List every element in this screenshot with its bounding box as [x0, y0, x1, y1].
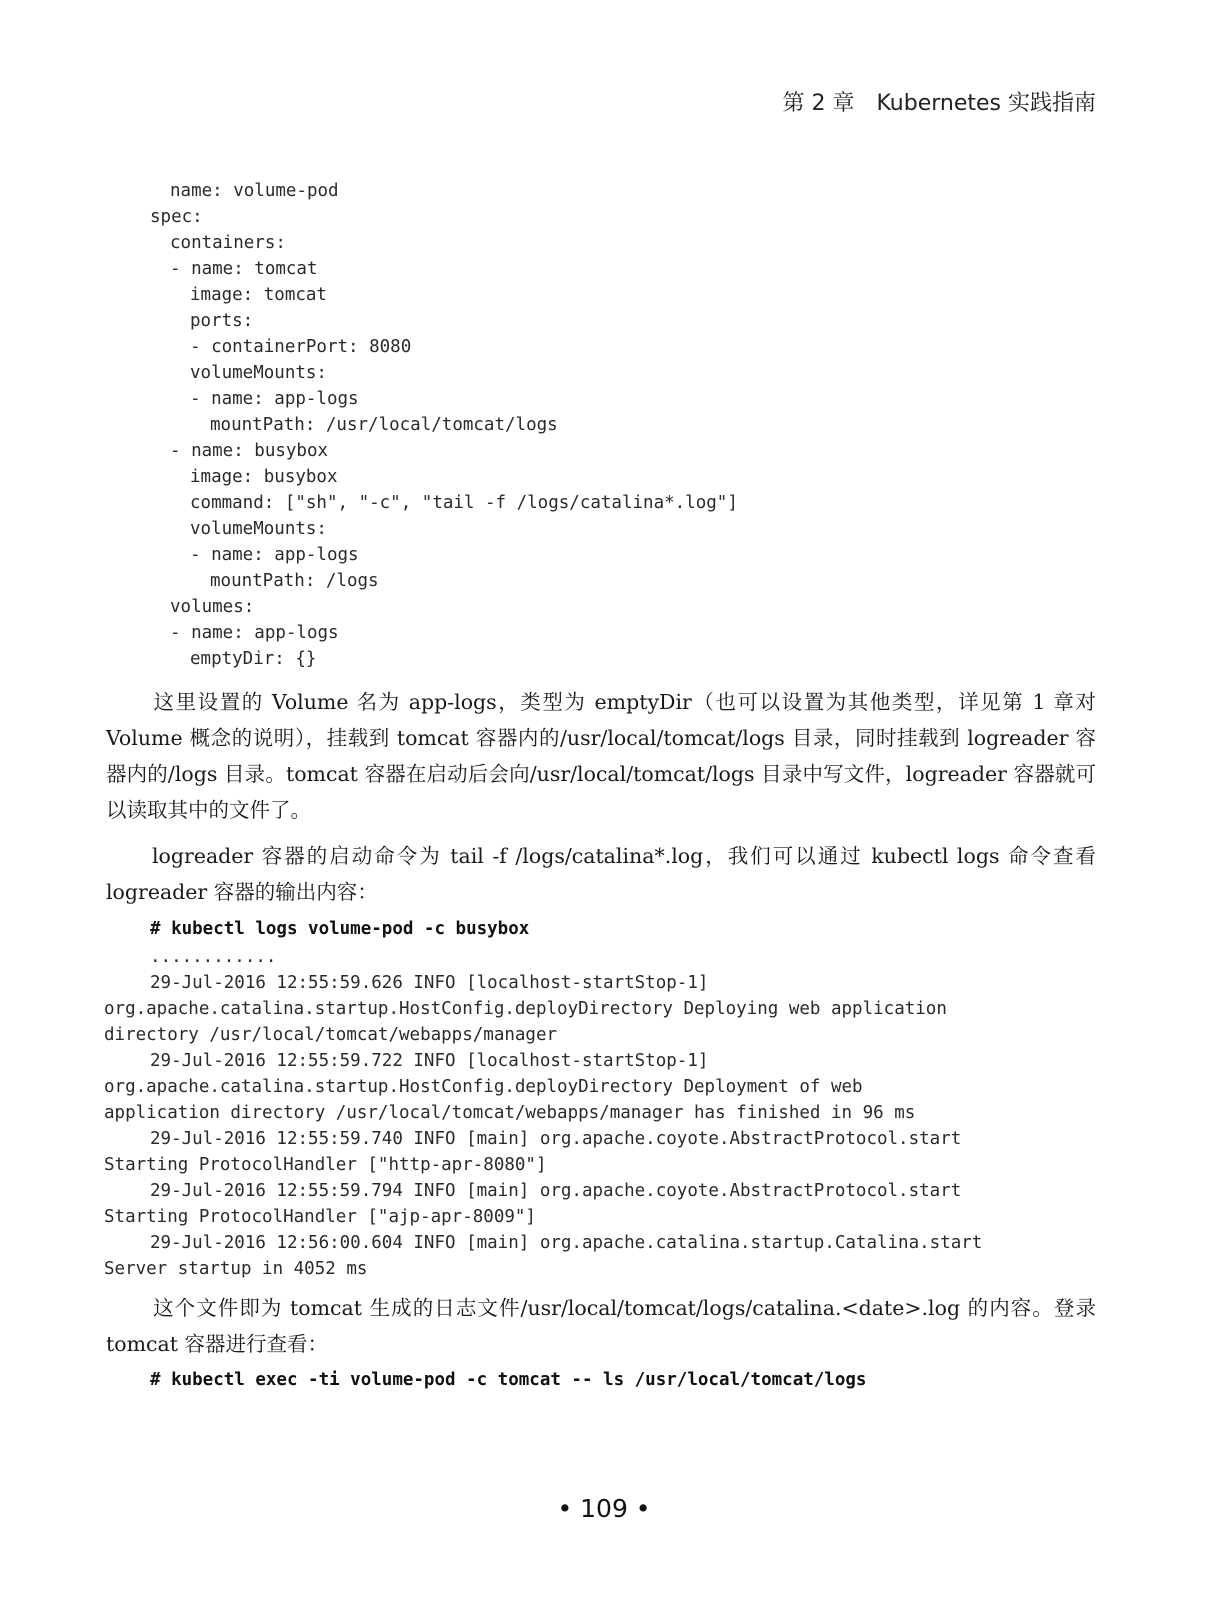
paragraph-logreader-command [106, 838, 1096, 910]
log-line: application directory /usr/local/tomcat/webapps/manager has finished in 96 ms [104, 1103, 916, 1123]
paragraph-text: 这个文件即为 tomcat 生成的日志文件/usr/local/tomcat/logs/catalina.<date>.log 的内容。登录 tomcat 容器进行查看： [106, 1296, 1096, 1356]
yaml-line: emptyDir: {} [190, 649, 317, 669]
paragraph-text: logreader 容器的启动命令为 tail -f /logs/catalina*.log，我们可以通过 kubectl logs 命令查看 logreader 容器的输出内容： [106, 844, 1096, 904]
yaml-line: volumeMounts: [190, 519, 327, 539]
paragraph-text: 这里设置的 Volume 名为 app-logs，类型为 emptyDir（也可以设置为其他类型，详见第 1 章对 Volume 概念的说明），挂载到 tomcat 容器内的/usr/local/tomcat/logs 目录，同时挂载到 logreader 容器内的/logs 目录。tomcat 容器在启动后会向/usr/local/tomcat/logs 目录中写文件，logreader 容器就可以读取其中的文件了。 [106, 690, 1096, 822]
log-line: org.apache.catalina.startup.HostConfig.deployDirectory Deployment of web [104, 1077, 863, 1097]
log-line: 29-Jul-2016 12:55:59.740 INFO [main] org.apache.coyote.AbstractProtocol.start [150, 1129, 962, 1149]
yaml-line: - name: app-logs [170, 623, 339, 643]
yaml-line: command: ["sh", "-c", "tail -f /logs/catalina*.log"] [190, 493, 738, 513]
log-line: ............ [150, 947, 277, 967]
log-line: 29-Jul-2016 12:55:59.794 INFO [main] org.apache.coyote.AbstractProtocol.start [150, 1181, 962, 1201]
yaml-line: - name: tomcat [170, 259, 318, 279]
chapter-header: 第 2 章 Kubernetes 实践指南 [782, 91, 1096, 116]
yaml-line: mountPath: /usr/local/tomcat/logs [210, 415, 558, 435]
yaml-line: image: busybox [190, 467, 338, 487]
log-line: directory /usr/local/tomcat/webapps/manager [104, 1025, 558, 1045]
yaml-line: volumes: [170, 597, 255, 617]
yaml-line: - containerPort: 8080 [190, 337, 412, 357]
yaml-line: name: volume-pod [170, 181, 339, 201]
yaml-line: mountPath: /logs [210, 571, 379, 591]
log-line: Server startup in 4052 ms [104, 1259, 368, 1279]
log-line: 29-Jul-2016 12:55:59.626 INFO [localhost-startStop-1] [150, 973, 709, 993]
yaml-line: image: tomcat [190, 285, 327, 305]
paragraph-volume-explanation [106, 684, 1096, 828]
yaml-line: - name: app-logs [190, 389, 359, 409]
log-line: 29-Jul-2016 12:56:00.604 INFO [main] org.apache.catalina.startup.Catalina.start [150, 1233, 983, 1253]
yaml-line: - name: busybox [170, 441, 329, 461]
log-line: 29-Jul-2016 12:55:59.722 INFO [localhost-startStop-1] [150, 1051, 709, 1071]
yaml-line: spec: [150, 207, 203, 227]
yaml-line: volumeMounts: [190, 363, 327, 383]
page-number: • 109 • [557, 1494, 651, 1523]
log-line: Starting ProtocolHandler ["ajp-apr-8009"] [104, 1207, 536, 1227]
command-kubectl-exec: # kubectl exec -ti volume-pod -c tomcat -- ls /usr/local/tomcat/logs [150, 1370, 867, 1390]
paragraph-logfile-explanation [106, 1290, 1096, 1362]
yaml-line: - name: app-logs [190, 545, 359, 565]
command-kubectl-logs: # kubectl logs volume-pod -c busybox [150, 919, 530, 939]
log-line: org.apache.catalina.startup.HostConfig.deployDirectory Deploying web application [104, 999, 947, 1019]
log-line: Starting ProtocolHandler ["http-apr-8080"] [104, 1155, 547, 1175]
yaml-line: ports: [190, 311, 254, 331]
yaml-line: containers: [170, 233, 286, 253]
